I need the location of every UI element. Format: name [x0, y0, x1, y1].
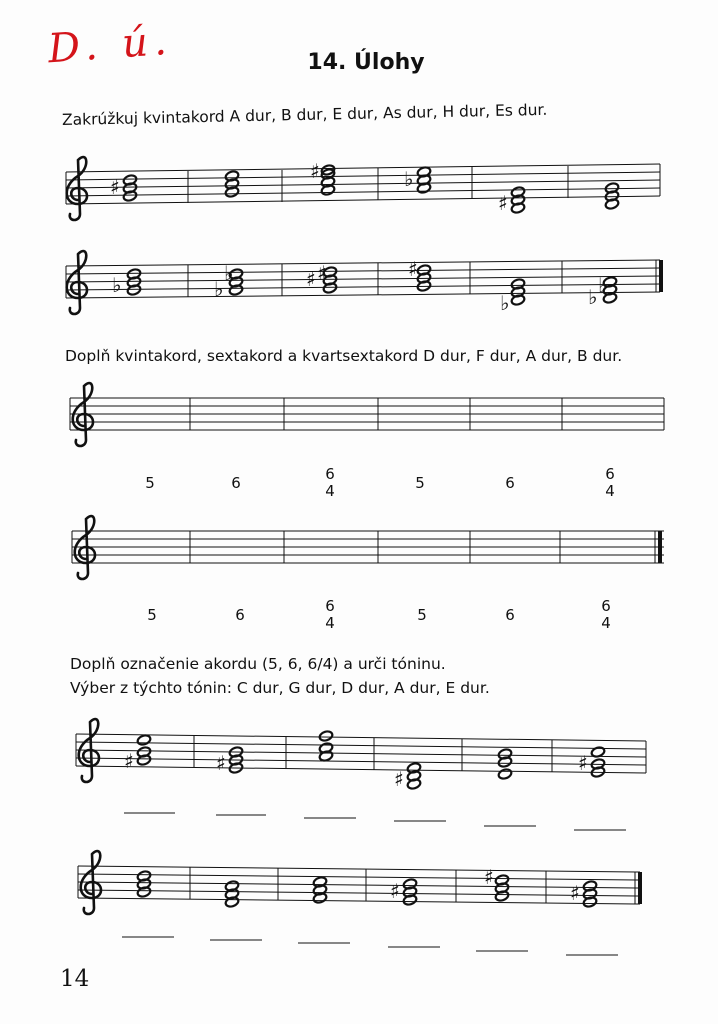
sharp-icon: ♯ — [317, 261, 327, 285]
exercise2-instruction: Doplň kvintakord, sextakord a kvartsextakord D dur, F dur, A dur, B dur. — [65, 347, 623, 365]
figure-label: 4 — [601, 614, 611, 632]
treble-clef-icon — [67, 251, 87, 314]
figure-label: 6 — [505, 474, 515, 492]
sharp-icon: ♯ — [578, 751, 588, 775]
chord — [390, 878, 418, 906]
sharp-icon: ♯ — [306, 267, 316, 291]
chord — [112, 268, 142, 297]
flat-icon: ♭ — [500, 291, 510, 315]
chord — [500, 278, 526, 315]
exercise1-instruction: Zakrúžkuj kvintakord A dur, B dur, E dur, As dur, H dur, Es dur. — [61, 100, 548, 129]
figure-label: 6 — [325, 597, 335, 615]
figure-label: 6 — [325, 465, 335, 483]
figure-label: 4 — [605, 482, 615, 500]
flat-icon: ♭ — [112, 273, 122, 297]
treble-clef-icon — [75, 516, 95, 579]
exercise3-instruction-line1: Doplň označenie akordu (5, 6, 6/4) a urči tóninu. — [70, 655, 446, 673]
sharp-icon: ♯ — [408, 257, 418, 281]
flat-icon: ♭ — [598, 273, 608, 297]
exercise1-staff-2 — [66, 260, 661, 298]
chord — [312, 876, 327, 904]
answer-blanks — [122, 813, 626, 955]
chord — [310, 159, 336, 196]
figure-label: 6 — [235, 606, 245, 624]
sharp-icon: ♯ — [390, 879, 400, 903]
chord — [214, 261, 244, 301]
sharp-icon: ♯ — [394, 767, 404, 791]
chord — [136, 870, 151, 898]
figure-labels — [145, 465, 615, 632]
figure-label: 5 — [415, 474, 425, 492]
figure-label: 6 — [605, 465, 615, 483]
chord — [404, 166, 432, 194]
exercise2-staff-1 — [70, 398, 664, 430]
chord — [604, 182, 619, 210]
flat-icon: ♭ — [404, 167, 414, 191]
flat-icon: ♭ — [224, 261, 234, 285]
chord — [306, 261, 338, 294]
flat-icon: ♭ — [214, 277, 224, 301]
figure-label: 6 — [505, 606, 515, 624]
figure-label: 4 — [325, 482, 335, 500]
page-title: 14. Úlohy — [307, 50, 425, 75]
whole-note — [136, 734, 151, 746]
sharp-icon: ♯ — [216, 751, 226, 775]
exercise2-staff-2 — [72, 531, 664, 563]
sharp-icon: ♯ — [484, 865, 494, 889]
figure-label: 5 — [145, 474, 155, 492]
exercise3-instruction-line2: Výber z týchto tónin: C dur, G dur, D dur, A dur, E dur. — [70, 679, 490, 697]
figure-label: 6 — [601, 597, 611, 615]
chord — [318, 730, 333, 762]
whole-note — [318, 730, 333, 742]
exercise1-staff-1 — [66, 164, 660, 204]
exercise3-staff-1 — [76, 734, 646, 773]
sharp-icon: ♯ — [570, 881, 580, 905]
chord — [497, 748, 512, 780]
page-number: 14 — [60, 966, 90, 992]
figure-label: 5 — [147, 606, 157, 624]
sharp-icon: ♯ — [124, 749, 134, 773]
chord — [570, 880, 598, 908]
chord — [394, 762, 422, 791]
exercise3-staff-2 — [78, 866, 640, 904]
chord — [110, 174, 138, 202]
sharp-icon: ♯ — [110, 175, 120, 199]
chord — [588, 273, 618, 309]
figure-label: 4 — [325, 614, 335, 632]
whole-note — [497, 768, 512, 780]
figure-label: 6 — [231, 474, 241, 492]
handwritten-note: D. ú. — [46, 17, 175, 73]
sharp-icon: ♯ — [310, 159, 320, 183]
flat-icon: ♭ — [588, 285, 598, 309]
treble-clef-icon — [73, 383, 93, 446]
chord — [578, 746, 606, 778]
sharp-icon: ♯ — [498, 191, 508, 215]
figure-label: 5 — [417, 606, 427, 624]
treble-clef-icon — [67, 157, 87, 220]
